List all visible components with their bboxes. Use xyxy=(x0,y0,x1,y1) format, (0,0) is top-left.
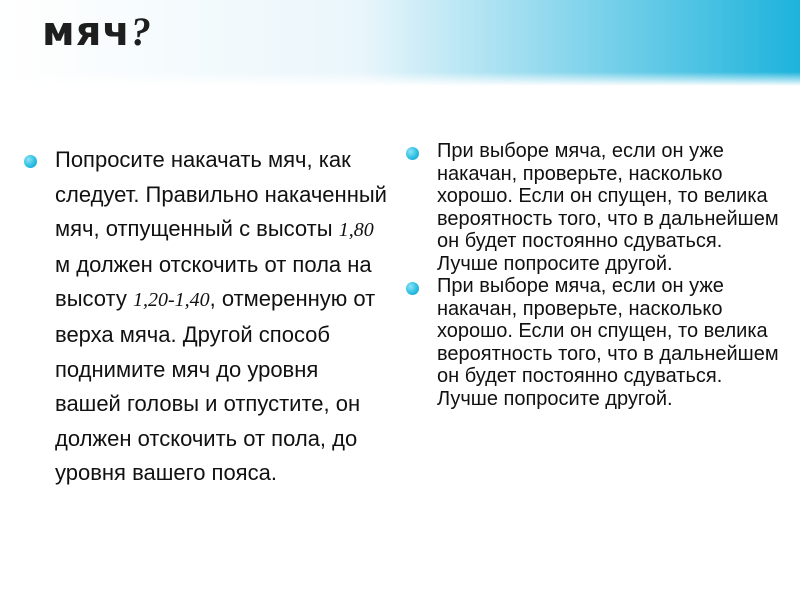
right-column xyxy=(406,140,786,410)
left-column-item xyxy=(24,143,390,491)
height-value: 1,80 xyxy=(338,219,374,242)
slide-title xyxy=(42,8,152,56)
right-column-item xyxy=(406,275,786,410)
text-part: , отмеренную от верха мяча. Другой способ поднимите мяч до уровня вашей головы и отпустите, он должен отскочить от пола, до уровня вашего пояса. xyxy=(55,286,376,486)
right-column-item xyxy=(406,140,786,275)
text-part: м должен отскочить от пола на высоту xyxy=(55,251,372,312)
slide-title-question-mark: ? xyxy=(130,9,152,54)
slide-title-text: мяч xyxy=(42,9,131,55)
text-part: Попросите накачать мяч, как следует. Правильно накаченный мяч, отпущенный с высоты xyxy=(55,147,387,242)
right-column-text: При выборе мяча, если он уже накачан, проверьте, насколько хорошо. Если он спущен, то велика вероятность того, что в дальнейшем он будет постоянно сдуваться. Лучше попросите другой. xyxy=(437,275,779,410)
left-column-text xyxy=(55,143,390,491)
bullet-icon xyxy=(406,282,419,295)
right-column-text: При выборе мяча, если он уже накачан, проверьте, насколько хорошо. Если он спущен, то велика вероятность того, что в дальнейшем он будет постоянно сдуваться. Лучше попросите другой. xyxy=(437,140,779,275)
left-column xyxy=(24,143,390,491)
bullet-icon xyxy=(24,155,37,168)
bullet-icon xyxy=(406,147,419,160)
bounce-range-value: 1,20-1,40 xyxy=(132,289,210,312)
